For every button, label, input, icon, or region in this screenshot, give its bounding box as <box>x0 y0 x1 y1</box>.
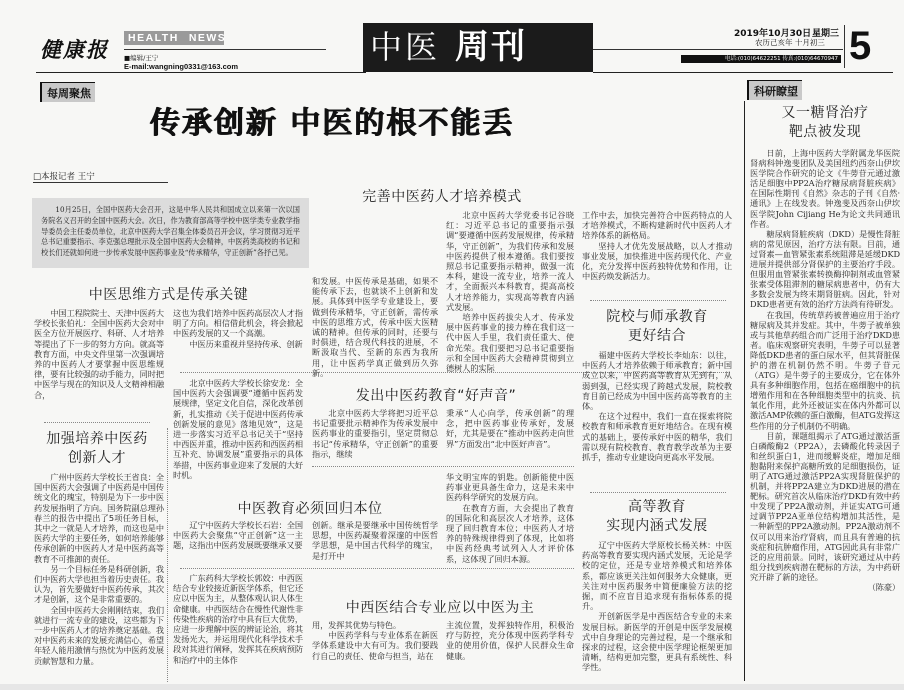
sidebar-p1: 日前，上海中医药大学附属龙华医院肾病科钟逸斐团队及美国纽约西奈山伊坎医学院合作研究的论文《牛蒡苷元通过激活足细胞中PP2A治疗糖尿病肾脏疾病》在国际性期刊《自然》杂志的子刊《自然·通讯》上在线发表。钟逸斐及西奈山伊坎医学院John Cijiang He为论文共同通讯作者。 <box>750 148 900 229</box>
byline: □本报记者 王宁 <box>33 172 95 182</box>
divider <box>44 422 150 423</box>
guo-jiao-block <box>173 573 303 665</box>
school-p1: 福建中医药大学校长李灿东：以往，中医药人才培养依赖于师承教育；新中国成立以来，中医药高等教育从无到有，从弱到强，已经实现了跨越式发展，院校教育目前已经成为中国中医药高等教育的主体。 <box>582 350 732 412</box>
thinking-p1: 中国工程院院士、天津中医药大学校长张伯礼：全国中医药大会对中医全方位开展医疗、科研、人才培养等提出了下一步的努力方向。就高等教育方面，中央文件里第一次强调培养的中医药人才要掌握中医思维规律，要有比较强的动手能力，同时把中医学与现在的知识及人文精神相融合， <box>34 308 164 400</box>
section-heading-school-mentor <box>578 308 736 346</box>
good-voice-col2 <box>446 408 574 449</box>
integration-p2: 中医药学科与专业体系在新医学体系建设中大有可为。我们要践行自己的责任、使命与担当，站在 <box>312 630 438 661</box>
integration-col2 <box>446 620 574 661</box>
health-news-badge <box>124 31 227 45</box>
return-p1: 辽宁中医药大学校长石岩：全国中医药大会聚焦“守正创新”这一主题，这指出中医药发展既要继承又要 <box>173 520 303 551</box>
byline-rule <box>33 182 168 183</box>
innovation-title-line1: 加强培养中医药 <box>46 431 148 447</box>
school-title-line2: 更好结合 <box>628 328 686 344</box>
xu-anlong-text: 北京中医药大学校长徐安龙：全国中医药大会强调要“遵循中医药发展规律，坚定文化自信，深化改革创新，扎实推动《关于促进中医药传承创新发展的意见》落地见效”，这是进一步落实习近平总书记关于“坚持中西医并重，推动中医药和西医药相互补充、协调发展”重要指示的具体举措，中医药事业迎来了发展的大好时机。 <box>173 378 303 480</box>
masthead-rule-right <box>593 49 843 50</box>
innovation-title-line2: 创新人才 <box>68 450 126 466</box>
section-brand-tcm: 中医 <box>370 28 441 66</box>
column-divider <box>167 428 168 682</box>
innovation-p3: 全国中医药大会刚刚结束，我们就进行一流专业的建设，这些都为下一步中医药人才的培养奠定基础。我对中医药未来的发展充满信心，希望年轻人能用激情与热忱为中医药发展贡献智慧和力量。 <box>34 604 164 666</box>
section-heading-return-origin: 中医教育必须回归本位 <box>237 501 383 517</box>
higher-p1: 辽宁中医药大学原校长杨关林：中医药高等教育要实现内涵式发展，无论是学校的定位，还是专业培养模式和培养体系，都应该更关注如何服务大众健康，更关注对中医药服务中简便廉验方法的挖掘，而不应盲目追求现有指标体系的提升。 <box>582 540 732 612</box>
thinking-col1 <box>34 308 164 400</box>
sidebar-p4: 目前，课题组揭示了ATG通过激活蛋白磷酸酶2（PP2A），去磷酸化转录因子和丝织蛋白1，进而缓解炎症，增加足细胞黏附来保护高糖所致的足细胞损伤，证明了ATG通过激活PP2A实现肾脏保护的机制，并将PP2A建立为DKD进展的潜在靶标。研究首次从临床治疗DKD有效中药中发现了PP2A激动剂，并证实ATG可通过调节PP2A亚单位结构增加其活性，是一种新型的PP2A激动剂。PP2A激动剂不仅可以用来治疗肾病，而且具有普遍的抗炎症和抗肿瘤作用，ATG因此具有非常广泛的应用前景。同时，该研究通过从中药组分找到疾病潜在靶标的方法，为中药研究开辟了新的途径。 <box>750 430 900 582</box>
return-p4: 在教育方面，大会提出了教育的国际化和高层次人才培养，这体现了回归教育本位；中医药人才培养的特殊规律得到了体现，比如将中医药经典考试列入人才评价体系，这体现了回归本源。 <box>446 502 574 564</box>
good-voice-col1 <box>312 408 438 459</box>
talent-mode-col2 <box>582 210 732 281</box>
thinking-col3 <box>312 276 438 378</box>
contact-bar: 电话:(010)64622251 传真:(010)64670947 <box>681 55 841 63</box>
section-heading-talent-mode: 完善中医药人才培养模式 <box>362 189 522 205</box>
higher-title-line1: 高等教育 <box>628 499 686 515</box>
lunar-date: 农历己亥年 十月初三 <box>755 38 825 47</box>
section-heading-good-voice: 发出中医药教育“好声音” <box>355 388 517 404</box>
divider <box>590 300 726 301</box>
thinking-p3: 中医历来重视并坚持传承、创新 <box>189 338 303 349</box>
sidebar-rule <box>744 101 745 681</box>
sidebar-title-line2: 靶点被发现 <box>788 124 862 140</box>
section-heading-thinking: 中医思维方式是传承关键 <box>88 287 249 303</box>
section-brand-weekly: 周刊 <box>455 27 527 67</box>
sidebar-p2: 糖尿病肾脏疾病（DKD）是慢性肾脏病的常见原因，治疗方法有限。目前，通过肾素—血管紧张素系统阻滞是延缓DKD进展并提供部分肾保护的主要治疗手段。但服用血管紧张素转换酶抑制剂或血管紧张素受体阻滞剂的糖尿病患者中，仍有大多数会发展为终末期肾脏病。因此，针对DKD患者更有效的治疗方法尚有待研发。 <box>750 228 900 310</box>
editor-email[interactable]: E-mail:wangning0331@163.com <box>124 62 239 71</box>
innovation-p2: 另一个目标任务是科研创新，我们中医药大学也担当着历史责任。我认为，首先要做好中医药传承，其次才是创新，这个是非常重要的。 <box>34 563 164 605</box>
issue-weekday: 星期三 <box>812 29 840 39</box>
xu-anlong-block <box>173 378 303 480</box>
page-number-divider <box>844 25 845 68</box>
return-col2 <box>312 520 438 561</box>
section-tag-research: 科研瞭望 <box>747 80 802 100</box>
page-bottom-edge <box>0 684 904 690</box>
return-col1 <box>173 520 303 551</box>
higher-edu-col <box>582 540 732 673</box>
higher-title-line2: 实现内涵式发展 <box>606 518 708 534</box>
badge-word-news: NEWS <box>188 32 227 44</box>
editor-credit: ■编辑/王宁 <box>124 54 159 62</box>
intro-box <box>32 198 309 268</box>
badge-word-health: HEALTH <box>128 32 179 44</box>
return-p3: 华文明宝库的钥匙。创新能使中医药事业更具备生命力，这是未来中医药科学研究的发展方向。 <box>446 472 574 503</box>
integration-col1 <box>312 620 438 661</box>
masthead-rule <box>124 49 326 50</box>
intro-text: 10月25日，全国中医药大会召开，这是中华人民共和国成立以来第一次以国务院名义召开的全国中医药大会。次日，作为教育部高等学校中医学类专业教学指导委员会主任委员单位，北京中医药大学召集全体委员召开会议，学习贯彻习近平总书记重要指示、李克强总理批示及全国中医药大会精神，中医药类高校的书记和校长们还就如何进一步传承发展中医药事业及“传承精华，守正创新”各抒己见。 <box>41 205 300 258</box>
good-voice-p1: 北京中医药大学将把习近平总书记重要批示精神作为传承发展中医药事业的重要指引，坚定贯彻总书记“传承精华，守正创新”的重要指示，继续 <box>312 408 438 459</box>
return-col3 <box>446 472 574 564</box>
sidebar-signature: （陈豪） <box>867 582 900 593</box>
sidebar-article <box>750 148 900 592</box>
thinking-col2 <box>173 308 303 349</box>
innovation-p1: 广州中医药大学校长王省良：全国中医药大会强调了中医药是中国传统文化的瑰宝，特别是为下一步中医药发展指明了方向。国务院副总理孙春兰的报告中提出了5项任务目标，其中之一就是人才培养，而这也是中医药大学的主要任务，如何培养能够传承创新的中医药人才是中医药高等教育不可推卸的责任。 <box>34 472 164 564</box>
innovation-col <box>34 472 164 666</box>
main-headline: 传承创新 中医的根不能丢 <box>150 106 515 141</box>
thinking-p4: 和发展。中医传承是基础，如果不能传承下去，也就谈不上创新和发展。具体到中医学专业建设上，要做到传承精华，守正创新，需传承中医的思维方式，传承中医大医精诚的精神。但传承的同时，还要与时俱进，结合现代科技的进展，不断汲取当代、至新的东西为我所用，让中医药学真正做到历久弥新。 <box>312 276 438 378</box>
section-heading-integration: 中西医结合专业应以中医为主 <box>345 600 535 616</box>
school-p2: 在这个过程中，我们一直在探索将院校教育和师承教育更好地结合。在现有模式的基础上，要传承好中医的精华，我们需以现有院校教育、教育教学改革为主要抓手，推动专业建设向更高水平发展。 <box>582 411 732 463</box>
talent-mode-p3: 工作中去，加快完善符合中医药特点的人才培养模式，不断构建新时代中医药人才培养体系的新格局。 <box>582 210 732 241</box>
school-mentor-col <box>582 350 732 462</box>
sidebar-heading <box>752 104 898 142</box>
integration-p3: 主流位置，发挥独特作用，积极治疗与防控，充分体现中医药学科专业的使用价值，保护人民群众生命健康。 <box>446 620 574 661</box>
talent-mode-p4: 坚持人才优先发展战略，以人才推动事业发展，加快推进中医药现代化、产业化，充分发挥中医药独特优势和作用，让中医药焕发新活力。 <box>582 240 732 282</box>
good-voice-p2: 秉承“人心向学，传承创新”的理念，把中医药事业传承好，发展好，尤其是要在“推动中医药走向世界”方面发出“北中医好声音”。 <box>446 408 574 449</box>
talent-mode-col1 <box>446 210 574 373</box>
integration-p1: 用，发挥其优势与特色。 <box>312 620 401 630</box>
talent-mode-p2: 培养中医药拔尖人才、传承发展中医药事业的接力棒在我们这一代中医人手里，我们责任重大、使命光荣。我们要把习总书记重要指示和全国中医药大会精神贯彻到立德树人的实际 <box>446 312 574 374</box>
divider <box>590 492 726 493</box>
masthead-bottom-rule-right <box>593 72 893 73</box>
return-p2: 创新。继承是要继承中国传统哲学思想，中医药凝聚着深邃的中医哲学思想，是中国古代科学的瑰宝，是打开中 <box>312 520 438 561</box>
section-tag-weekly-focus: 每周聚焦 <box>40 82 95 102</box>
divider <box>180 568 574 569</box>
divider <box>312 466 574 467</box>
higher-p2: 开创新医学是中西医结合专业的未来发展目标。新医学的开创是中医学发展模式中自身理论的完善过程，是一个继承和探求的过程，这会使中医学理论框架更加清晰，结构更加完整，更具有系统性、科学性。 <box>582 611 732 673</box>
masthead-bottom-rule <box>36 72 366 73</box>
section-heading-higher-edu <box>578 498 736 536</box>
issue-date: 2019年10月30日 <box>734 29 812 39</box>
thinking-p2: 这也为我们培养中医药高层次人才指明了方向。相信借此机会，将会掀起中医药发展的又一个高潮。 <box>173 308 303 339</box>
school-title-line1: 院校与师承教育 <box>606 309 708 325</box>
newspaper-logo: 健康报 <box>40 37 109 62</box>
sidebar-title-line1: 又一糖肾治疗 <box>781 105 869 121</box>
page-number: 5 <box>849 24 872 68</box>
talent-mode-p1: 北京中医药大学党委书记谷晓红：习近平总书记的重要指示强调“要遵循中医药发展规律，传承精华，守正创新”，为我们传承和发展中医药提供了根本遵循。我们要按照总书记重要指示精神，做强一流本科，建设一流专业，培养一流人才，全面振兴本科教育，提高高校人才培养能力，实现高等教育内涵式发展。 <box>446 210 574 312</box>
sidebar-p3: 在我国，传统草药被普遍应用于治疗糖尿病及其并发症。其中，牛蒡子被单独或与其他草药组合而广泛用于治疗DKD患者。临床观察研究表明，牛蒡子可以显著降低DKD患者的蛋白尿水平，但其肾脏保护的潜在机制仍然不明。牛蒡子苷元（ATG）是牛蒡子的主要成分，它在体外具有多种细胞作用，包括在癌细胞中的抗增殖作用和在各种细胞类型中的抗炎、抗氧化作用，此外还被证实在体内外都可以激活AMP依赖的蛋白激酶，但ATG发挥这些作用的分子机制仍不明确。 <box>750 309 900 431</box>
guo-jiao-text: 广东药科大学校长郭姣：中西医结合专业较接近新医学体系，但它还应以中医为主，从整体观认识人体生命健康。中西医结合在慢性代谢性非传染性疾病的治疗中具有巨大优势，应进一步理解中医的辨证论治，将其发扬光大，并运用现代化科学技术手段对其进行阐释，发挥其在疾病预防和治疗中的主体作 <box>173 573 303 665</box>
section-heading-innovation <box>30 430 164 468</box>
